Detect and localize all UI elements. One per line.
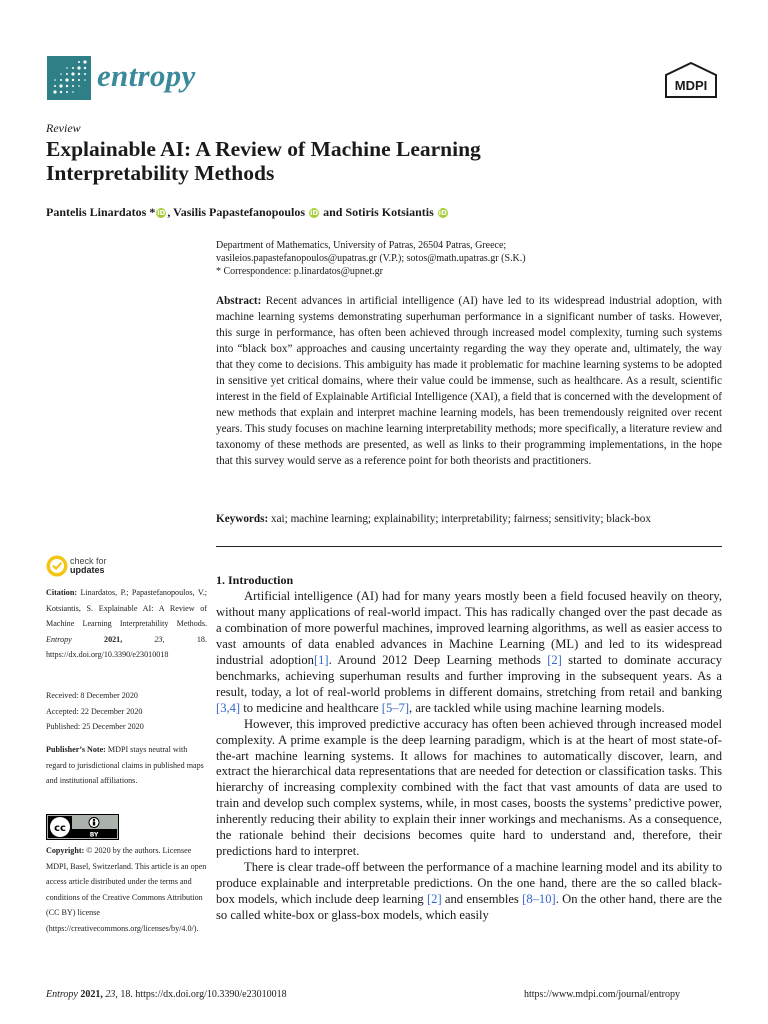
footer-volume: 23, [105,989,118,1000]
title-line-1: Explainable AI: A Review of Machine Learning [46,137,481,161]
footer-journal-url[interactable]: https://www.mdpi.com/journal/entropy [524,989,681,1000]
citation-link[interactable]: [5–7] [381,700,410,715]
check-updates-line-1: check for [70,556,107,566]
publication-dates [46,688,207,735]
copyright-block [46,843,207,936]
abstract-text: Recent advances in artificial intelligence (AI) have led to its widespread industrial adoption, with machine learning systems demonstrating superhuman performance in a significant number of tasks. However, this surge in performance, has often been achieved through increased model complexity, turning such systems into “black box” approaches and causing uncertainty regarding the way they operate and, ultimately, the way that they come to decisions. This ambiguity has made it problematic for machine learning systems to be adopted in sensitive yet critical domains, where their value could be immense, such as healthcare. As a result, scientific interest in the field of Explainable Artificial Intelligence (XAI), a field that is concerned with the development of new methods that explain and interpret machine learning models, has been tremendously reignited over recent years. This study focuses on machine learning interpretability methods; more specifically, a literature review and taxonomy of these methods are presented, as well as links to their programming implementations, in the hope that this survey would serve as a reference point for both theorists and practitioners. [216,295,722,467]
citation-journal: Entropy [46,634,72,644]
svg-text:cc: cc [54,823,66,834]
citation-volume: 23, [154,634,165,644]
footer-journal: Entropy [46,989,78,1000]
citation-link[interactable]: [2] [426,892,442,907]
citation-year: 2021, [104,634,123,644]
keywords-label: Keywords: [216,513,269,525]
paragraph-text: There is clear trade-off between the performance of a machine learning model and its ability to produce explainable and interpretable predictions. On the one hand, there are the so called black-box models, which include deep learning [216,860,722,907]
publisher-note-label: Publisher’s Note: [46,745,106,754]
citation-label: Citation: [46,588,78,597]
footer-year: 2021, [80,989,103,1000]
copyright-label: Copyright: [46,846,85,855]
journal-name: entropy [97,58,196,93]
keywords-text: xai; machine learning; explainability; interpretability; fairness; sensitivity; black-box [271,513,651,525]
citation-link[interactable]: [2] [547,652,562,667]
title-line-2: Interpretability Methods [46,161,275,185]
citation-text: Linardatos, P.; Papastefanopoulos, V.; Kotsiantis, S. Explainable AI: A Review of Machine Learning Interpretability Methods. [46,588,207,628]
check-updates-label [70,557,107,575]
cc-license-badge[interactable] [46,814,119,840]
publisher-name: MDPI [674,78,708,93]
article-title [46,137,606,185]
paragraph-text: Artificial intelligence (AI) had for many years mostly been a field focused heavily on theory, without many applications of real-world impact. This has radically changed over the past decade as a combination of more powerful machines, improved learning algorithms, as well as easier access to vast amounts of data enabled advances in Machine Learning (ML) and led to its widespread industrial adoption [216,589,722,667]
paragraph-text: started to dominate accuracy benchmarks, achieving superhuman results and further improving in the subsequent years. As a result, today, a lot of real-world problems in different domains, stretching from retail and banking [216,652,722,699]
orcid-icon[interactable]: iD [309,209,319,217]
copyright-text: © 2020 by the authors. Licensee MDPI, Basel, Switzerland. This article is an open access article distributed under the terms and conditions of the Creative Commons Attribution (CC BY) license (https://creativecommons.org/licenses/by/4.0/). [46,846,207,933]
paragraph-text: . On the other hand, there are the so called white-box or glass-box models, which easily [216,892,722,923]
citation-link[interactable]: [8–10] [522,892,556,907]
footer-citation [46,989,287,1000]
footer-doi-link[interactable]: 18. https://dx.doi.org/10.3390/e23010018 [120,989,287,1000]
abstract-label: Abstract: [216,295,262,307]
article-type: Review [46,121,81,135]
intro-paragraph-1 [216,589,722,717]
paragraph-text: . Around 2012 Deep Learning methods [328,652,548,667]
author-separator: , [167,205,174,219]
section-divider [216,546,722,547]
author-2[interactable]: Vasilis Papastefanopoulos [173,205,306,219]
introduction-body [216,589,722,924]
citation-link[interactable]: [3,4] [216,700,241,715]
citation-doi-link[interactable]: 18. https://dx.doi.org/10.3390/e23010018 [46,634,207,659]
keywords [216,513,722,525]
correspondence-line[interactable]: * Correspondence: p.linardatos@upnet.gr [216,266,383,277]
paragraph-text: and ensembles [441,892,523,907]
citation-block [46,585,207,663]
abstract [216,293,722,469]
cc-badge-label: BY [89,831,99,839]
published-date: Published: 25 December 2020 [46,722,144,731]
journal-logo-icon [47,56,91,100]
affiliations [216,239,526,278]
orcid-icon[interactable]: iD [157,209,166,217]
received-date: Received: 8 December 2020 [46,691,138,700]
orcid-icon[interactable]: iD [438,209,447,217]
intro-paragraph-2: However, this improved predictive accuracy has often been achieved through increased model complexity. A prime example is the deep learning paradigm, which is at the heart of most state-of-the-art machine learning systems. It allows for machines to automatically discover, learn, and extract the hierarchical data representations that are needed for detection or classification tasks. This hierarchy of increasing complexity combined with the fact that vast amounts of data are used to train and develop such complex systems, while, in most cases, boosts the systems’ predictive power, inherently reducing their ability to explain their inner workings and mechanisms. As a consequence, the rationale behind their decisions becomes quite hard to understand and, therefore, their predictions hard to interpret. [216,716,722,859]
publisher-note [46,742,207,789]
author-1[interactable]: Pantelis Linardatos * [46,205,156,219]
accepted-date: Accepted: 22 December 2020 [46,706,143,716]
citation-link[interactable]: [1] [313,652,329,667]
author-3[interactable]: Sotiris Kotsiantis [345,205,434,219]
paragraph-text: , are tackled while using machine learning models. [409,700,665,715]
author-emails[interactable]: vasileios.papastefanopoulos@upatras.gr (V.P.); sotos@math.upatras.gr (S.K.) [216,253,526,264]
paragraph-text: to medicine and healthcare [240,700,382,715]
intro-paragraph-3 [216,860,722,924]
check-updates-icon [46,555,68,577]
affiliation-line: Department of Mathematics, University of Patras, 26504 Patras, Greece; [216,240,507,251]
section-heading: 1. Introduction [216,573,294,587]
publisher-logo [664,62,718,98]
publisher-note-text: MDPI stays neutral with regard to jurisdictional claims in published maps and institutional affiliations. [46,745,204,785]
author-list [46,205,449,220]
author-separator: and [320,205,346,219]
check-updates-line-2: updates [70,565,105,575]
